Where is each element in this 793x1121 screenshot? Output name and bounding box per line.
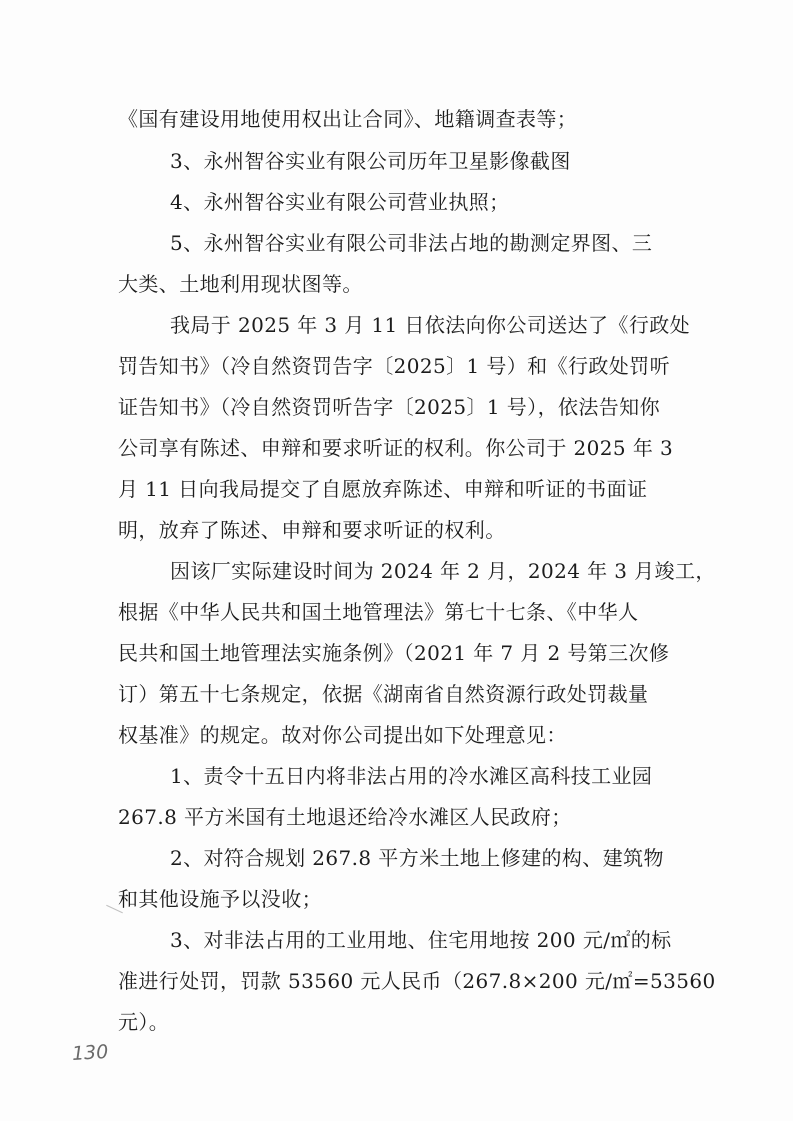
text-line-4: 5、永州智谷实业有限公司非法占地的勘测定界图、三 (170, 231, 653, 255)
text-line-12: 因该厂实际建设时间为 2024 年 2 月，2024 年 3 月竣工， (170, 559, 716, 583)
text-line-15: 订）第五十七条规定，依据《湖南省自然资源行政处罚裁量 (118, 682, 649, 706)
text-line-5: 大类、土地利用现状图等。 (118, 272, 363, 296)
text-line-1: 《国有建设用地使用权出让合同》、地籍调查表等； (118, 107, 578, 131)
text-line-10: 月 11 日向我局提交了自愿放弃陈述、申辩和听证的书面证 (118, 477, 648, 501)
text-line-6: 我局于 2025 年 3 月 11 日依法向你公司送达了《行政处 (170, 313, 691, 337)
text-line-11: 明，放弃了陈述、申辩和要求听证的权利。 (118, 518, 506, 542)
handwritten-page-number: 130 (71, 1041, 109, 1065)
text-line-23: 元）。 (118, 1010, 170, 1034)
text-line-7: 罚告知书》（冷自然资罚告字〔2025〕1 号）和《行政处罚听 (118, 354, 670, 378)
text-line-16: 权基准》的规定。故对你公司提出如下处理意见： (118, 723, 567, 747)
text-line-2: 3、永州智谷实业有限公司历年卫星影像截图 (170, 149, 571, 173)
text-line-22: 准进行处罚，罚款 53560 元人民币（267.8×200 元/㎡=53560 (118, 969, 716, 993)
text-line-19: 2、对符合规划 267.8 平方米土地上修建的构、建筑物 (170, 846, 664, 870)
text-line-3: 4、永州智谷实业有限公司营业执照； (170, 190, 510, 214)
text-line-20: 和其他设施予以没收； (118, 887, 322, 911)
text-line-14: 民共和国土地管理法实施条例》（2021 年 7 月 2 号第三次修 (118, 641, 670, 665)
text-line-8: 证告知书》（冷自然资罚听告字〔2025〕1 号），依法告知你 (118, 395, 660, 419)
text-line-13: 根据《中华人民共和国土地管理法》第七十七条、《中华人 (118, 600, 639, 624)
text-line-9: 公司享有陈述、申辩和要求听证的权利。你公司于 2025 年 3 (118, 436, 674, 460)
text-line-18: 267.8 平方米国有土地退还给冷水滩区人民政府； (118, 805, 572, 829)
text-line-17: 1、责令十五日内将非法占用的冷水滩区高科技工业园 (170, 764, 653, 788)
text-line-21: 3、对非法占用的工业用地、住宅用地按 200 元/㎡的标 (170, 928, 672, 952)
